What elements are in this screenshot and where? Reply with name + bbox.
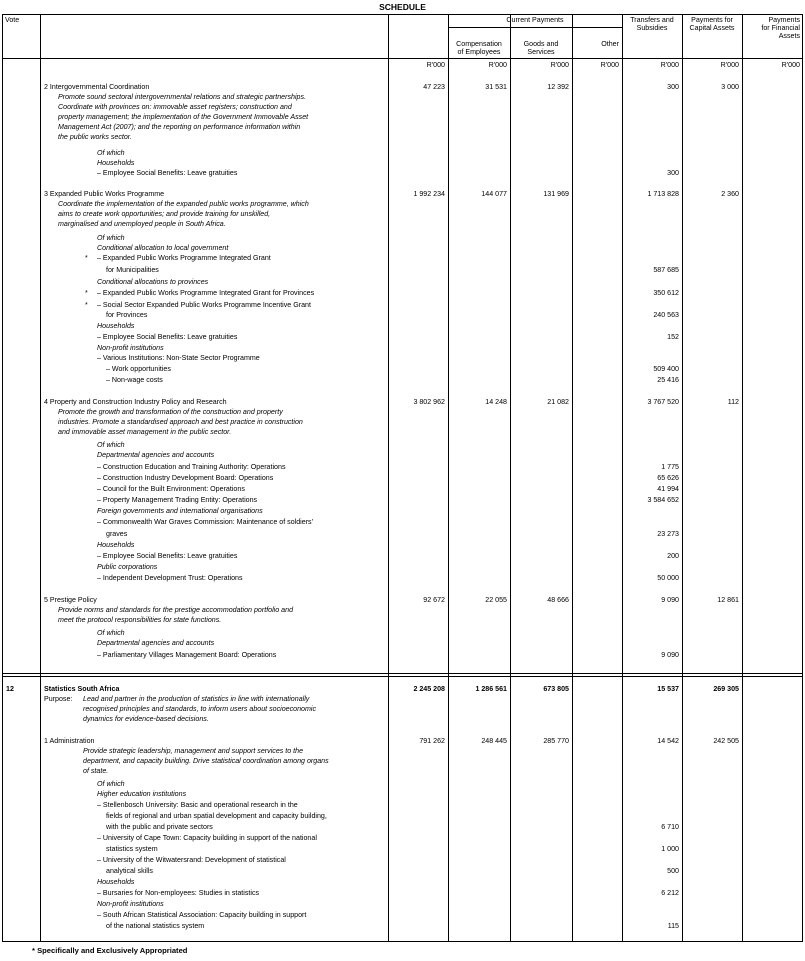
appropriation-marker: * bbox=[85, 289, 88, 297]
amount-compensation: 22 055 bbox=[485, 596, 507, 604]
header-transfers bbox=[622, 16, 682, 32]
line-text: Coordinate the implementation of the expanded public works programme, which bbox=[58, 200, 309, 208]
line-text: department, and capacity building. Drive statistical coordination among organs bbox=[83, 757, 329, 765]
header-compensation-line: Compensation bbox=[456, 40, 502, 48]
header-transfers-line: Transfers and bbox=[630, 16, 674, 24]
line-text: Management Act (2007); and the reporting on performance information within bbox=[58, 123, 301, 131]
line-text: – Commonwealth War Graves Commission: Maintenance of soldiers' bbox=[97, 518, 313, 526]
line-text: marginalised and unemployed people in South Africa. bbox=[58, 220, 226, 228]
amount-transfers: 9 090 bbox=[661, 651, 679, 659]
line-text: Households bbox=[97, 541, 135, 549]
line-text: Higher education institutions bbox=[97, 790, 187, 798]
amount-capital: 242 505 bbox=[713, 737, 739, 745]
line-text: and immovable asset management in the public sector. bbox=[58, 428, 232, 436]
footnote: * Specifically and Exclusively Appropriated bbox=[32, 946, 188, 955]
line-text: – Expanded Public Works Programme Integrated Grant bbox=[97, 254, 271, 262]
line-text: aims to create work opportunities; and provide training for unskilled, bbox=[58, 210, 271, 218]
line-text: Departmental agencies and accounts bbox=[97, 639, 215, 647]
line-text: recognised principles and standards, to inform users about socioeconomic bbox=[83, 705, 317, 713]
amount-transfers: 300 bbox=[667, 169, 679, 177]
amount-transfers: 300 bbox=[667, 83, 679, 91]
line-text: of state. bbox=[83, 767, 109, 775]
line-text: industries. Promote a standardised approach and best practice in construction bbox=[58, 418, 303, 426]
line-text: analytical skills bbox=[106, 867, 153, 875]
line-text: statistics system bbox=[106, 845, 158, 853]
line-text: the public works sector. bbox=[58, 133, 132, 141]
header-subrule bbox=[448, 27, 622, 28]
vote-number: 12 bbox=[6, 685, 14, 693]
schedule-title: SCHEDULE bbox=[379, 2, 426, 12]
amount-transfers: 3 584 652 bbox=[647, 496, 679, 504]
amount-total: 791 262 bbox=[419, 737, 445, 745]
appropriation-marker: * bbox=[85, 301, 88, 309]
line-text: property management; the implementation of the Government Immovable Asset bbox=[58, 113, 309, 121]
amount-compensation: 14 248 bbox=[485, 398, 507, 406]
line-text: Purpose: bbox=[44, 695, 73, 703]
line-text: for Municipalities bbox=[106, 266, 159, 274]
col-rule bbox=[388, 14, 389, 942]
line-text: Of which bbox=[97, 780, 125, 788]
amount-capital: 3 000 bbox=[721, 83, 739, 91]
amount-capital: 269 305 bbox=[713, 685, 739, 693]
header-goods bbox=[510, 40, 572, 56]
header-vote: Vote bbox=[5, 16, 20, 24]
amount-transfers: 25 416 bbox=[657, 376, 679, 384]
line-text: – Parliamentary Villages Management Board: Operations bbox=[97, 651, 277, 659]
header-capital bbox=[682, 16, 742, 32]
line-text: – Construction Education and Training Authority: Operations bbox=[97, 463, 286, 471]
amount-transfers: 9 090 bbox=[661, 596, 679, 604]
line-text: – Stellenbosch University: Basic and operational research in the bbox=[97, 801, 298, 809]
amount-goods: 285 770 bbox=[543, 737, 569, 745]
line-text: 2 Intergovernmental Coordination bbox=[44, 83, 150, 91]
section-rule bbox=[2, 673, 803, 674]
section-rule bbox=[2, 676, 803, 677]
unit-label: R'000 bbox=[600, 61, 619, 69]
line-text: 3 Expanded Public Works Programme bbox=[44, 190, 165, 198]
unit-label: R'000 bbox=[660, 61, 679, 69]
line-text: fields of regional and urban spatial development and capacity building, bbox=[106, 812, 327, 820]
amount-goods: 673 805 bbox=[543, 685, 569, 693]
appropriation-marker: * bbox=[85, 254, 88, 262]
line-text: Coordinate with provinces on: immovable asset registers; construction and bbox=[58, 103, 292, 111]
amount-transfers: 41 994 bbox=[657, 485, 679, 493]
header-capital-line: Capital Assets bbox=[689, 24, 735, 33]
amount-transfers: 152 bbox=[667, 333, 679, 341]
header-current-payments: Current Payments bbox=[506, 16, 564, 24]
line-text: – University of Cape Town: Capacity building in support of the national bbox=[97, 834, 317, 842]
line-text: – University of the Witwatersrand: Development of statistical bbox=[97, 856, 286, 864]
line-text: – Social Sector Expanded Public Works Programme Incentive Grant bbox=[97, 301, 311, 309]
line-text: Statistics South Africa bbox=[44, 685, 120, 693]
amount-transfers: 587 685 bbox=[653, 266, 679, 274]
amount-transfers: 1 000 bbox=[661, 845, 679, 853]
unit-label: R'000 bbox=[488, 61, 507, 69]
line-text: for Provinces bbox=[106, 311, 148, 319]
line-text: – Various Institutions: Non-State Sector Programme bbox=[97, 354, 260, 362]
amount-compensation: 144 077 bbox=[481, 190, 507, 198]
amount-transfers: 500 bbox=[667, 867, 679, 875]
amount-compensation: 31 531 bbox=[485, 83, 507, 91]
line-text: – Employee Social Benefits: Leave gratuities bbox=[97, 552, 238, 560]
unit-label: R'000 bbox=[720, 61, 739, 69]
header-financial-line: Assets bbox=[778, 32, 800, 41]
line-text: Foreign governments and international organisations bbox=[97, 507, 263, 515]
header-transfers-line: Subsidies bbox=[636, 24, 668, 33]
line-text: – Expanded Public Works Programme Integrated Grant for Provinces bbox=[97, 289, 315, 297]
line-text: – South African Statistical Association: Capacity building in support bbox=[97, 911, 307, 919]
line-text: Lead and partner in the production of statistics in line with internationally bbox=[83, 695, 310, 703]
amount-transfers: 15 537 bbox=[657, 685, 679, 693]
header-compensation-line: of Employees bbox=[457, 48, 501, 57]
line-text: Promote sound sectoral intergovernmental relations and strategic partnerships. bbox=[58, 93, 307, 101]
line-text: Conditional allocations to provinces bbox=[97, 278, 209, 286]
amount-total: 92 672 bbox=[423, 596, 445, 604]
amount-capital: 112 bbox=[727, 398, 739, 406]
amount-compensation: 1 286 561 bbox=[475, 685, 507, 693]
header-other: Other bbox=[601, 40, 619, 48]
line-text: Households bbox=[97, 322, 135, 330]
line-text: – Construction Industry Development Board: Operations bbox=[97, 474, 274, 482]
line-text: of the national statistics system bbox=[106, 922, 205, 930]
amount-transfers: 65 626 bbox=[657, 474, 679, 482]
amount-transfers: 1 775 bbox=[661, 463, 679, 471]
amount-compensation: 248 445 bbox=[481, 737, 507, 745]
col-rule bbox=[682, 14, 683, 942]
header-rule bbox=[2, 58, 803, 59]
amount-transfers: 14 542 bbox=[657, 737, 679, 745]
amount-total: 47 223 bbox=[423, 83, 445, 91]
line-text: – Bursaries for Non-employees: Studies in statistics bbox=[97, 889, 260, 897]
col-rule bbox=[510, 14, 511, 942]
line-text: Households bbox=[97, 878, 135, 886]
header-compensation bbox=[448, 40, 510, 56]
amount-transfers: 3 767 520 bbox=[647, 398, 679, 406]
line-text: meet the protocol responsibilities for state functions. bbox=[58, 616, 222, 624]
line-text: Conditional allocation to local government bbox=[97, 244, 229, 252]
line-text: Provide norms and standards for the prestige accommodation portfolio and bbox=[58, 606, 294, 614]
header-capital-line: Payments for bbox=[691, 16, 733, 24]
unit-label: R'000 bbox=[550, 61, 569, 69]
amount-transfers: 1 713 828 bbox=[647, 190, 679, 198]
amount-goods: 21 082 bbox=[547, 398, 569, 406]
line-text: – Employee Social Benefits: Leave gratuities bbox=[97, 169, 238, 177]
header-financial-line: Payments bbox=[768, 16, 800, 24]
amount-transfers: 200 bbox=[667, 552, 679, 560]
line-text: Of which bbox=[97, 441, 125, 449]
col-rule bbox=[448, 14, 449, 942]
header-goods-line: Services bbox=[527, 48, 555, 57]
line-text: 5 Prestige Policy bbox=[44, 596, 97, 604]
amount-total: 2 245 208 bbox=[413, 685, 445, 693]
line-text: Of which bbox=[97, 629, 125, 637]
line-text: – Employee Social Benefits: Leave gratuities bbox=[97, 333, 238, 341]
line-text: 1 Administration bbox=[44, 737, 95, 745]
amount-transfers: 115 bbox=[667, 922, 679, 930]
line-text: Households bbox=[97, 159, 135, 167]
col-rule bbox=[40, 14, 41, 942]
amount-goods: 48 666 bbox=[547, 596, 569, 604]
line-text: – Work opportunities bbox=[106, 365, 171, 373]
line-text: Non-profit institutions bbox=[97, 344, 164, 352]
header-financial bbox=[742, 16, 800, 41]
unit-label: R'000 bbox=[426, 61, 445, 69]
line-text: Provide strategic leadership, management and support services to the bbox=[83, 747, 304, 755]
col-rule bbox=[572, 14, 573, 942]
amount-transfers: 509 400 bbox=[653, 365, 679, 373]
amount-goods: 12 392 bbox=[547, 83, 569, 91]
amount-goods: 131 969 bbox=[543, 190, 569, 198]
amount-capital: 2 360 bbox=[721, 190, 739, 198]
line-text: with the public and private sectors bbox=[106, 823, 213, 831]
header-goods-line: Goods and bbox=[523, 40, 559, 48]
header-financial-line: for Financial bbox=[761, 24, 800, 33]
line-text: – Council for the Built Environment: Operations bbox=[97, 485, 245, 493]
amount-transfers: 23 273 bbox=[657, 530, 679, 538]
line-text: – Property Management Trading Entity: Operations bbox=[97, 496, 258, 504]
unit-label: R'000 bbox=[781, 61, 800, 69]
line-text: – Non-wage costs bbox=[106, 376, 163, 384]
line-text: Of which bbox=[97, 149, 125, 157]
line-text: – Independent Development Trust: Operations bbox=[97, 574, 243, 582]
amount-total: 3 802 962 bbox=[413, 398, 445, 406]
line-text: Departmental agencies and accounts bbox=[97, 451, 215, 459]
line-text: Non-profit institutions bbox=[97, 900, 164, 908]
line-text: Public corporations bbox=[97, 563, 158, 571]
amount-transfers: 50 000 bbox=[657, 574, 679, 582]
amount-transfers: 350 612 bbox=[653, 289, 679, 297]
amount-transfers: 6 710 bbox=[661, 823, 679, 831]
amount-transfers: 240 563 bbox=[653, 311, 679, 319]
amount-transfers: 6 212 bbox=[661, 889, 679, 897]
line-text: 4 Property and Construction Industry Policy and Research bbox=[44, 398, 227, 406]
line-text: dynamics for evidence-based decisions. bbox=[83, 715, 209, 723]
line-text: Promote the growth and transformation of the construction and property bbox=[58, 408, 283, 416]
col-rule bbox=[742, 14, 743, 942]
amount-capital: 12 861 bbox=[717, 596, 739, 604]
amount-total: 1 992 234 bbox=[413, 190, 445, 198]
line-text: Of which bbox=[97, 234, 125, 242]
line-text: graves bbox=[106, 530, 128, 538]
